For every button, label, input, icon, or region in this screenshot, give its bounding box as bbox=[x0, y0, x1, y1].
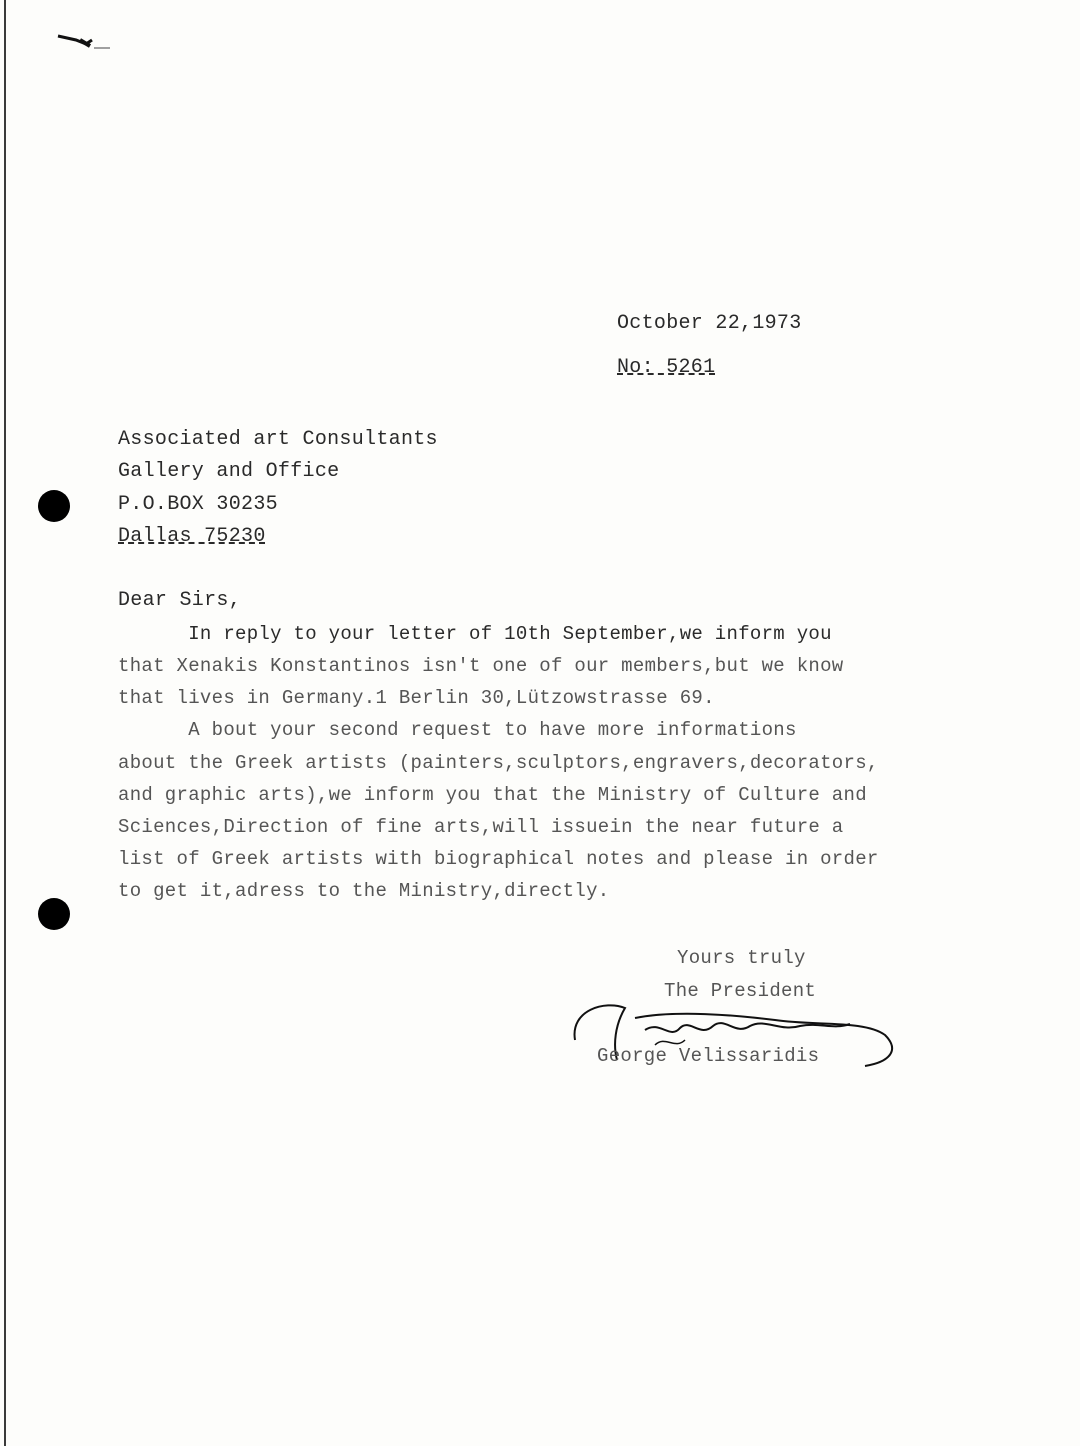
body-line: In reply to your letter of 10th September,we inform you bbox=[118, 623, 832, 645]
body-line: Sciences,Direction of fine arts,will issuein the near future a bbox=[118, 816, 844, 838]
body-line: that lives in Germany.1 Berlin 30,Lützowstrasse 69. bbox=[118, 687, 715, 709]
body-line: that Xenakis Konstantinos isn't one of our members,but we know bbox=[118, 655, 844, 677]
reference-number: No: 5261 bbox=[617, 356, 716, 379]
body-line: about the Greek artists (painters,sculptors,engravers,decorators, bbox=[118, 752, 879, 774]
punch-hole-upper bbox=[38, 490, 70, 522]
body-line: and graphic arts),we inform you that the Ministry of Culture and bbox=[118, 784, 867, 806]
recipient-line-1: Associated art Consultants bbox=[118, 428, 438, 451]
signatory-name: George Velissaridis bbox=[597, 1045, 820, 1067]
body-line: list of Greek artists with biographical notes and please in order bbox=[118, 848, 879, 870]
letter-date: October 22,1973 bbox=[617, 312, 802, 335]
recipient-line-2: Gallery and Office bbox=[118, 460, 340, 483]
ink-mark bbox=[56, 30, 112, 50]
punch-hole-lower bbox=[38, 898, 70, 930]
page-edge-rule bbox=[4, 0, 6, 1446]
body-line: A bout your second request to have more informations bbox=[118, 719, 797, 741]
signatory-title: The President bbox=[664, 980, 817, 1002]
salutation: Dear Sirs, bbox=[118, 589, 242, 612]
valediction: Yours truly bbox=[677, 947, 806, 969]
recipient-line-3: P.O.BOX 30235 bbox=[118, 493, 278, 516]
body-line: to get it,adress to the Ministry,directly. bbox=[118, 880, 610, 902]
recipient-line-4: Dallas 75230 bbox=[118, 525, 266, 548]
